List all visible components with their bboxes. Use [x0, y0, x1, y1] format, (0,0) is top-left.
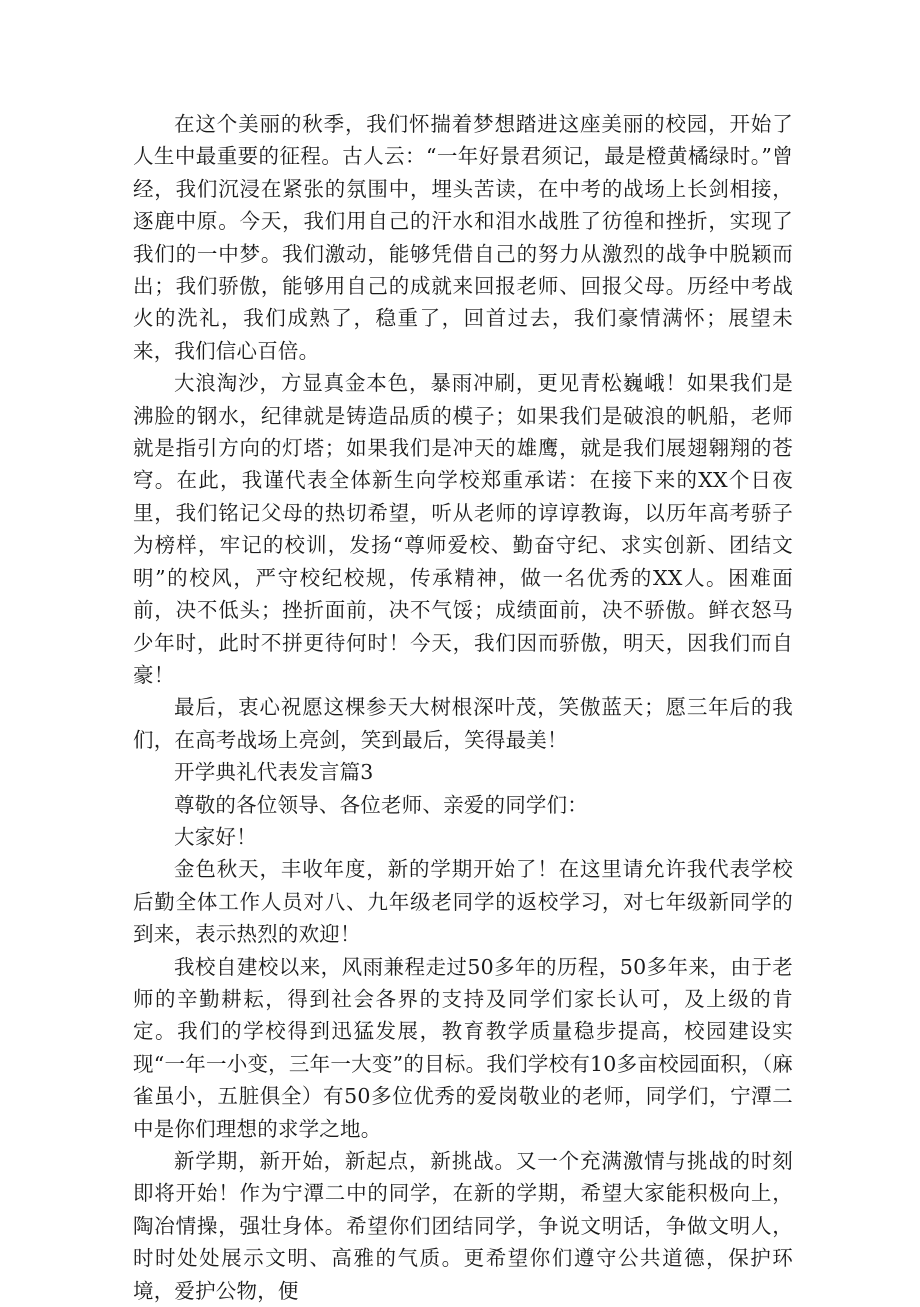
paragraph-closing-wishes: 最后，衷心祝愿这棵参天大树根深叶茂，笑傲蓝天；愿三年后的我们，在高考战场上亮剑，笑到最后，笑得最美！ — [133, 695, 793, 752]
document-body — [133, 108, 793, 1307]
paragraph-school-history: 我校自建校以来，风雨兼程走过50多年的历程，50多年来，由于老师的辛勤耕耘，得到社会各界的支持及同学们家长认可，及上级的肯定。我们的学校得到迅猛发展，教育教学质量稳步提高，校园建设实现“一年一小变，三年一大变”的目标。我们学校有10多亩校园面积，（麻雀虽小，五脏俱全）有50多位优秀的爱岗敬业的老师，同学们，宁潭二中是你们理想的求学之地。 — [133, 954, 793, 1141]
paragraph-welcome: 金色秋天，丰收年度，新的学期开始了！在这里请允许我代表学校后勤全体工作人员对八、九年级老同学的返校学习，对七年级新同学的到来，表示热烈的欢迎！ — [133, 857, 793, 947]
paragraph-autumn-campus: 在这个美丽的秋季，我们怀揣着梦想踏进这座美丽的校园，开始了人生中最重要的征程。古人云：“一年好景君须记，最是橙黄橘绿时。”曾经，我们沉浸在紧张的氛围中，埋头苦读，在中考的战场上长剑相接，逐鹿中原。今天，我们用自己的汗水和泪水战胜了彷徨和挫折，实现了我们的一中梦。我们激动，能够凭借自己的努力从激烈的战争中脱颖而出；我们骄傲，能够用自己的成就来回报老师、回报父母。历经中考战火的洗礼，我们成熟了，稳重了，回首过去，我们豪情满怀；展望未来，我们信心百倍。 — [133, 112, 793, 363]
paragraph-new-semester: 新学期，新开始，新起点，新挑战。又一个充满激情与挑战的时刻即将开始！作为宁潭二中的同学，在新的学期，希望大家能积极向上，陶冶情操，强壮身体。希望你们团结同学，争说文明话，争做文明人，时时处处展示文明、高雅的气质。更希望你们遵守公共道德，保护环境，爱护公物，便 — [133, 1149, 793, 1303]
greeting: 大家好！ — [174, 824, 257, 849]
paragraph-pledge: 大浪淘沙，方显真金本色，暴雨冲刷，更见青松巍峨！如果我们是沸脸的钢水，纪律就是铸造品质的模子；如果我们是破浪的帆船，老师就是指引方向的灯塔；如果我们是冲天的雄鹰，就是我们展翅翱翔的苍穹。在此，我谨代表全体新生向学校郑重承诺：在接下来的XX个日夜里，我们铭记父母的热切希望，听从老师的谆谆教诲，以历年高考骄子为榜样，牢记的校训，发扬“尊师爱校、勤奋守纪、求实创新、团结文明”的校风，严守校纪校规，传承精神，做一名优秀的XX人。困难面前，决不低头；挫折面前，决不气馁；成绩面前，决不骄傲。鲜衣怒马少年时，此时不拼更待何时！今天，我们因而骄傲，明天，因我们而自豪！ — [133, 371, 793, 687]
salutation: 尊敬的各位领导、各位老师、亲爱的同学们： — [174, 792, 588, 817]
section-heading: 开学典礼代表发言篇3 — [174, 760, 374, 785]
